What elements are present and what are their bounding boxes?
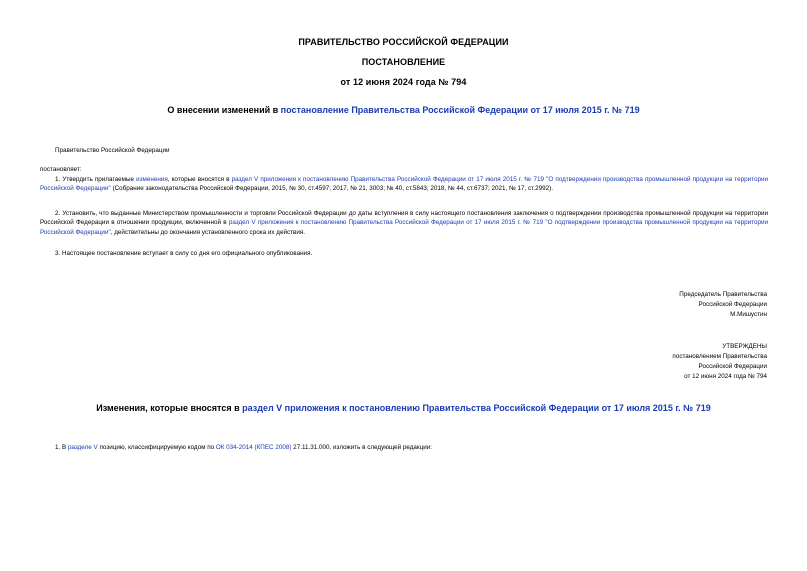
approved-date: от 12 июня 2024 года № 794 — [684, 373, 767, 380]
p2-link-section[interactable]: раздел V приложения к постановлению Правительства Российской Федерации от 17 июля 2015 г. № 719 "О подтверждении производства промышленной продукции на территории Российской Федерации" — [40, 219, 768, 236]
approved-label: УТВЕРЖДЕНЫ — [722, 343, 767, 350]
change1-link-section[interactable]: разделе V — [67, 444, 98, 451]
header-org: ПРАВИТЕЛЬСТВО РОССИЙСКОЙ ФЕДЕРАЦИИ — [298, 37, 509, 47]
signature-country: Российской Федерации — [698, 301, 767, 308]
p2-text-a: 2. Установить, что выданные Министерством промышленности и торговли Российской Федерации до даты вступления в силу настоящего постановления заключения о подтверждении производства промышленной продукции на территории Российской Федерации в отношении продукции, включенной в — [40, 210, 768, 227]
approved-by: постановлением Правительства — [672, 353, 767, 360]
intro-subject: Правительство Российской Федерации — [55, 147, 170, 154]
changes-title-prefix: Изменения, которые вносятся в — [96, 403, 243, 413]
changes-title-link[interactable]: раздел V приложения к постановлению Правительства Российской Федерации от 17 июля 2015 г. № 719 — [242, 403, 711, 413]
p1-text-c: (Собрание законодательства Российской Федерации, 2015, № 30, ст.4597; 2017, № 21, 3003; № 40, ст.5843; 2018, № 44, ст.6737; 2021, № 17, ст.2992). — [110, 185, 553, 193]
p1-link-changes[interactable]: изменения — [136, 176, 168, 183]
signature-title: Председатель Правительства — [679, 291, 767, 298]
p1-link-section[interactable]: раздел V приложения к постановлению Правительства Российской Федерации от 17 июля 2015 г. № 719 "О подтверждении производства промышленной продукции на территории Российской Федерации" — [40, 176, 768, 193]
p1-text-a: 1. Утвердить прилагаемые — [55, 176, 137, 183]
p2-text-b: , действительны до окончания установленного срока их действия. — [110, 228, 306, 236]
change1-text-a: 1. В — [55, 444, 68, 451]
title-link[interactable]: постановление Правительства Российской Федерации от 17 июля 2015 г. № 719 — [280, 105, 640, 115]
paragraph-2 — [40, 209, 768, 237]
change1-text-b: позицию, классифицируемую кодом по — [97, 444, 216, 451]
paragraph-3: 3. Настоящее постановление вступает в силу со дня его официального опубликования. — [55, 250, 313, 257]
approved-block — [672, 342, 767, 382]
header-date-number: от 12 июня 2024 года № 794 — [340, 77, 467, 87]
header-doc-type: ПОСТАНОВЛЕНИЕ — [361, 57, 446, 67]
p1-text-b: , которые вносятся в — [167, 176, 232, 183]
intro-verb: постановляет: — [40, 166, 82, 173]
changes-title — [0, 403, 807, 413]
signature-name: М.Мишустин — [730, 311, 767, 318]
signature-block — [679, 290, 767, 320]
change1-text-c: 27.11.31.000, изложить в следующей редакции: — [291, 444, 433, 451]
change1-link-classifier[interactable]: ОК 034-2014 (КПЕС 2008) — [215, 444, 292, 451]
title-prefix: О внесении изменений в — [167, 105, 281, 115]
document-title — [0, 105, 807, 115]
change-item-1 — [55, 443, 432, 452]
approved-country: Российской Федерации — [698, 363, 767, 370]
paragraph-1 — [40, 175, 768, 194]
